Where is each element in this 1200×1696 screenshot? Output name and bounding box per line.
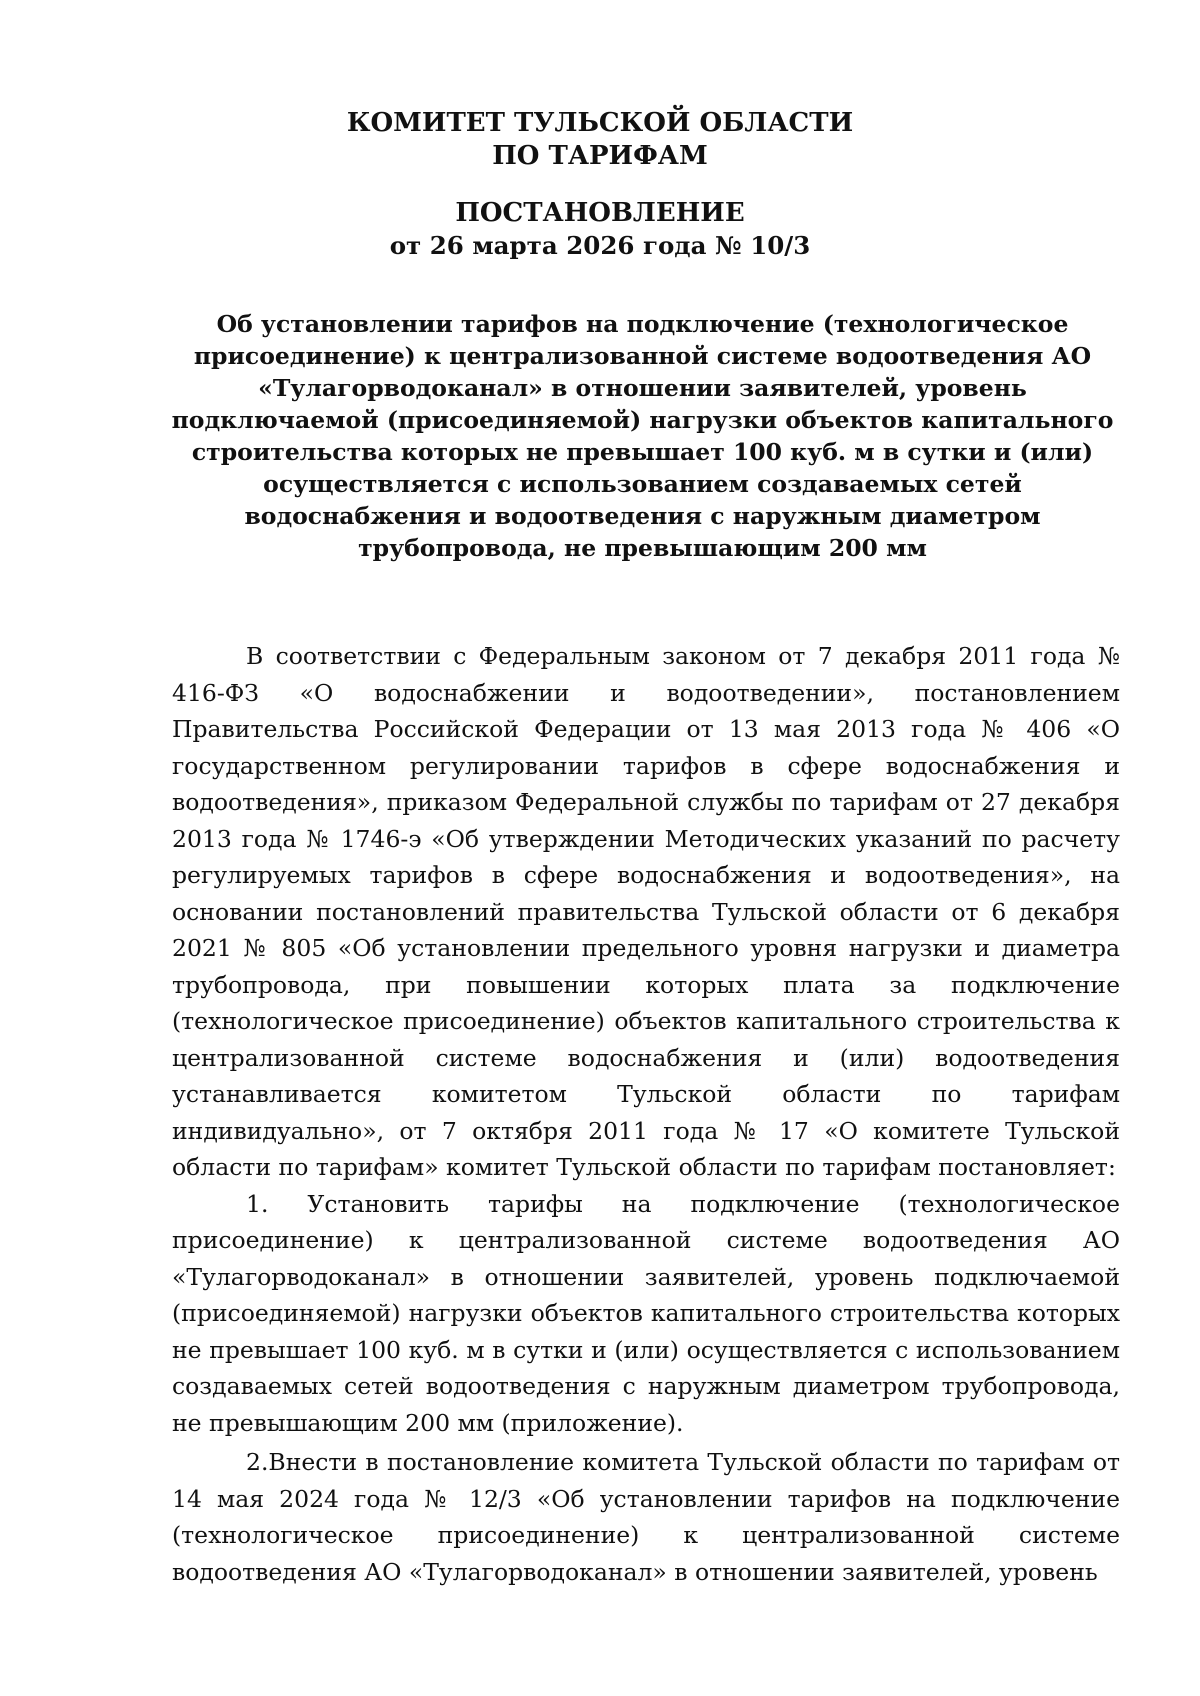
org-name-line1: КОМИТЕТ ТУЛЬСКОЙ ОБЛАСТИ (346, 108, 854, 138)
document-type-title: ПОСТАНОВЛЕНИЕ (455, 198, 745, 228)
document-subject: Об установлении тарифов на подключение (технологическое присоединение) к централизованной системе водоотведения АО «Тулагорводоканал» в отношении заявителей, уровень подключаемой (присоединяемой) нагрузки объектов капитального строительства которых не превышает 100 куб. м в сутки и (или) осуществляется с использованием создаваемых сетей водоснабжения и водоотведения с наружным диаметром трубопровода, не превышающим 200 мм (171, 310, 1114, 562)
document-body (172, 638, 1120, 1590)
org-name-line2: ПО ТАРИФАМ (492, 141, 708, 171)
preamble-paragraph: В соответствии с Федеральным законом от 7 декабря 2011 года № 416-ФЗ «О водоснабжении и водоотведении», постановлением Правительства Российской Федерации от 13 мая 2013 года № 406 «О государственном регулировании тарифов в сфере водоснабжения и водоотведения», приказом Федеральной службы по тарифам от 27 декабря 2013 года № 1746-э «Об утверждении Методических указаний по расчету регулируемых тарифов в сфере водоснабжения и водоотведения», на основании постановлений правительства Тульской области от 6 декабря 2021 № 805 «Об установлении предельного уровня нагрузки и диаметра трубопровода, при повышении которых плата за подключение (технологическое присоединение) объектов капитального строительства к централизованной системе водоснабжения и (или) водоотведения устанавливается комитетом Тульской области по тарифам индивидуально», от 7 октября 2011 года № 17 «О комитете Тульской области по тарифам» комитет Тульской области по тарифам постановляет: (172, 642, 1120, 1181)
document-date-number: от 26 марта 2026 года № 10/3 (389, 231, 811, 260)
clause-2: 2.Внести в постановление комитета Тульской области по тарифам от 14 мая 2024 года № 12/3 «Об установлении тарифов на подключение (технологическое присоединение) к централизованной системе водоотведения АО «Тулагорводоканал» в отношении заявителей, уровень (172, 1448, 1120, 1586)
clause-1: 1. Установить тарифы на подключение (технологическое присоединение) к централизованной системе водоотведения АО «Тулагорводоканал» в отношении заявителей, уровень подключаемой (присоединяемой) нагрузки объектов капитального строительства которых не превышает 100 куб. м в сутки и (или) осуществляется с использованием создаваемых сетей водоотведения с наружным диаметром трубопровода, не превышающим 200 мм (приложение). (172, 1189, 1120, 1437)
